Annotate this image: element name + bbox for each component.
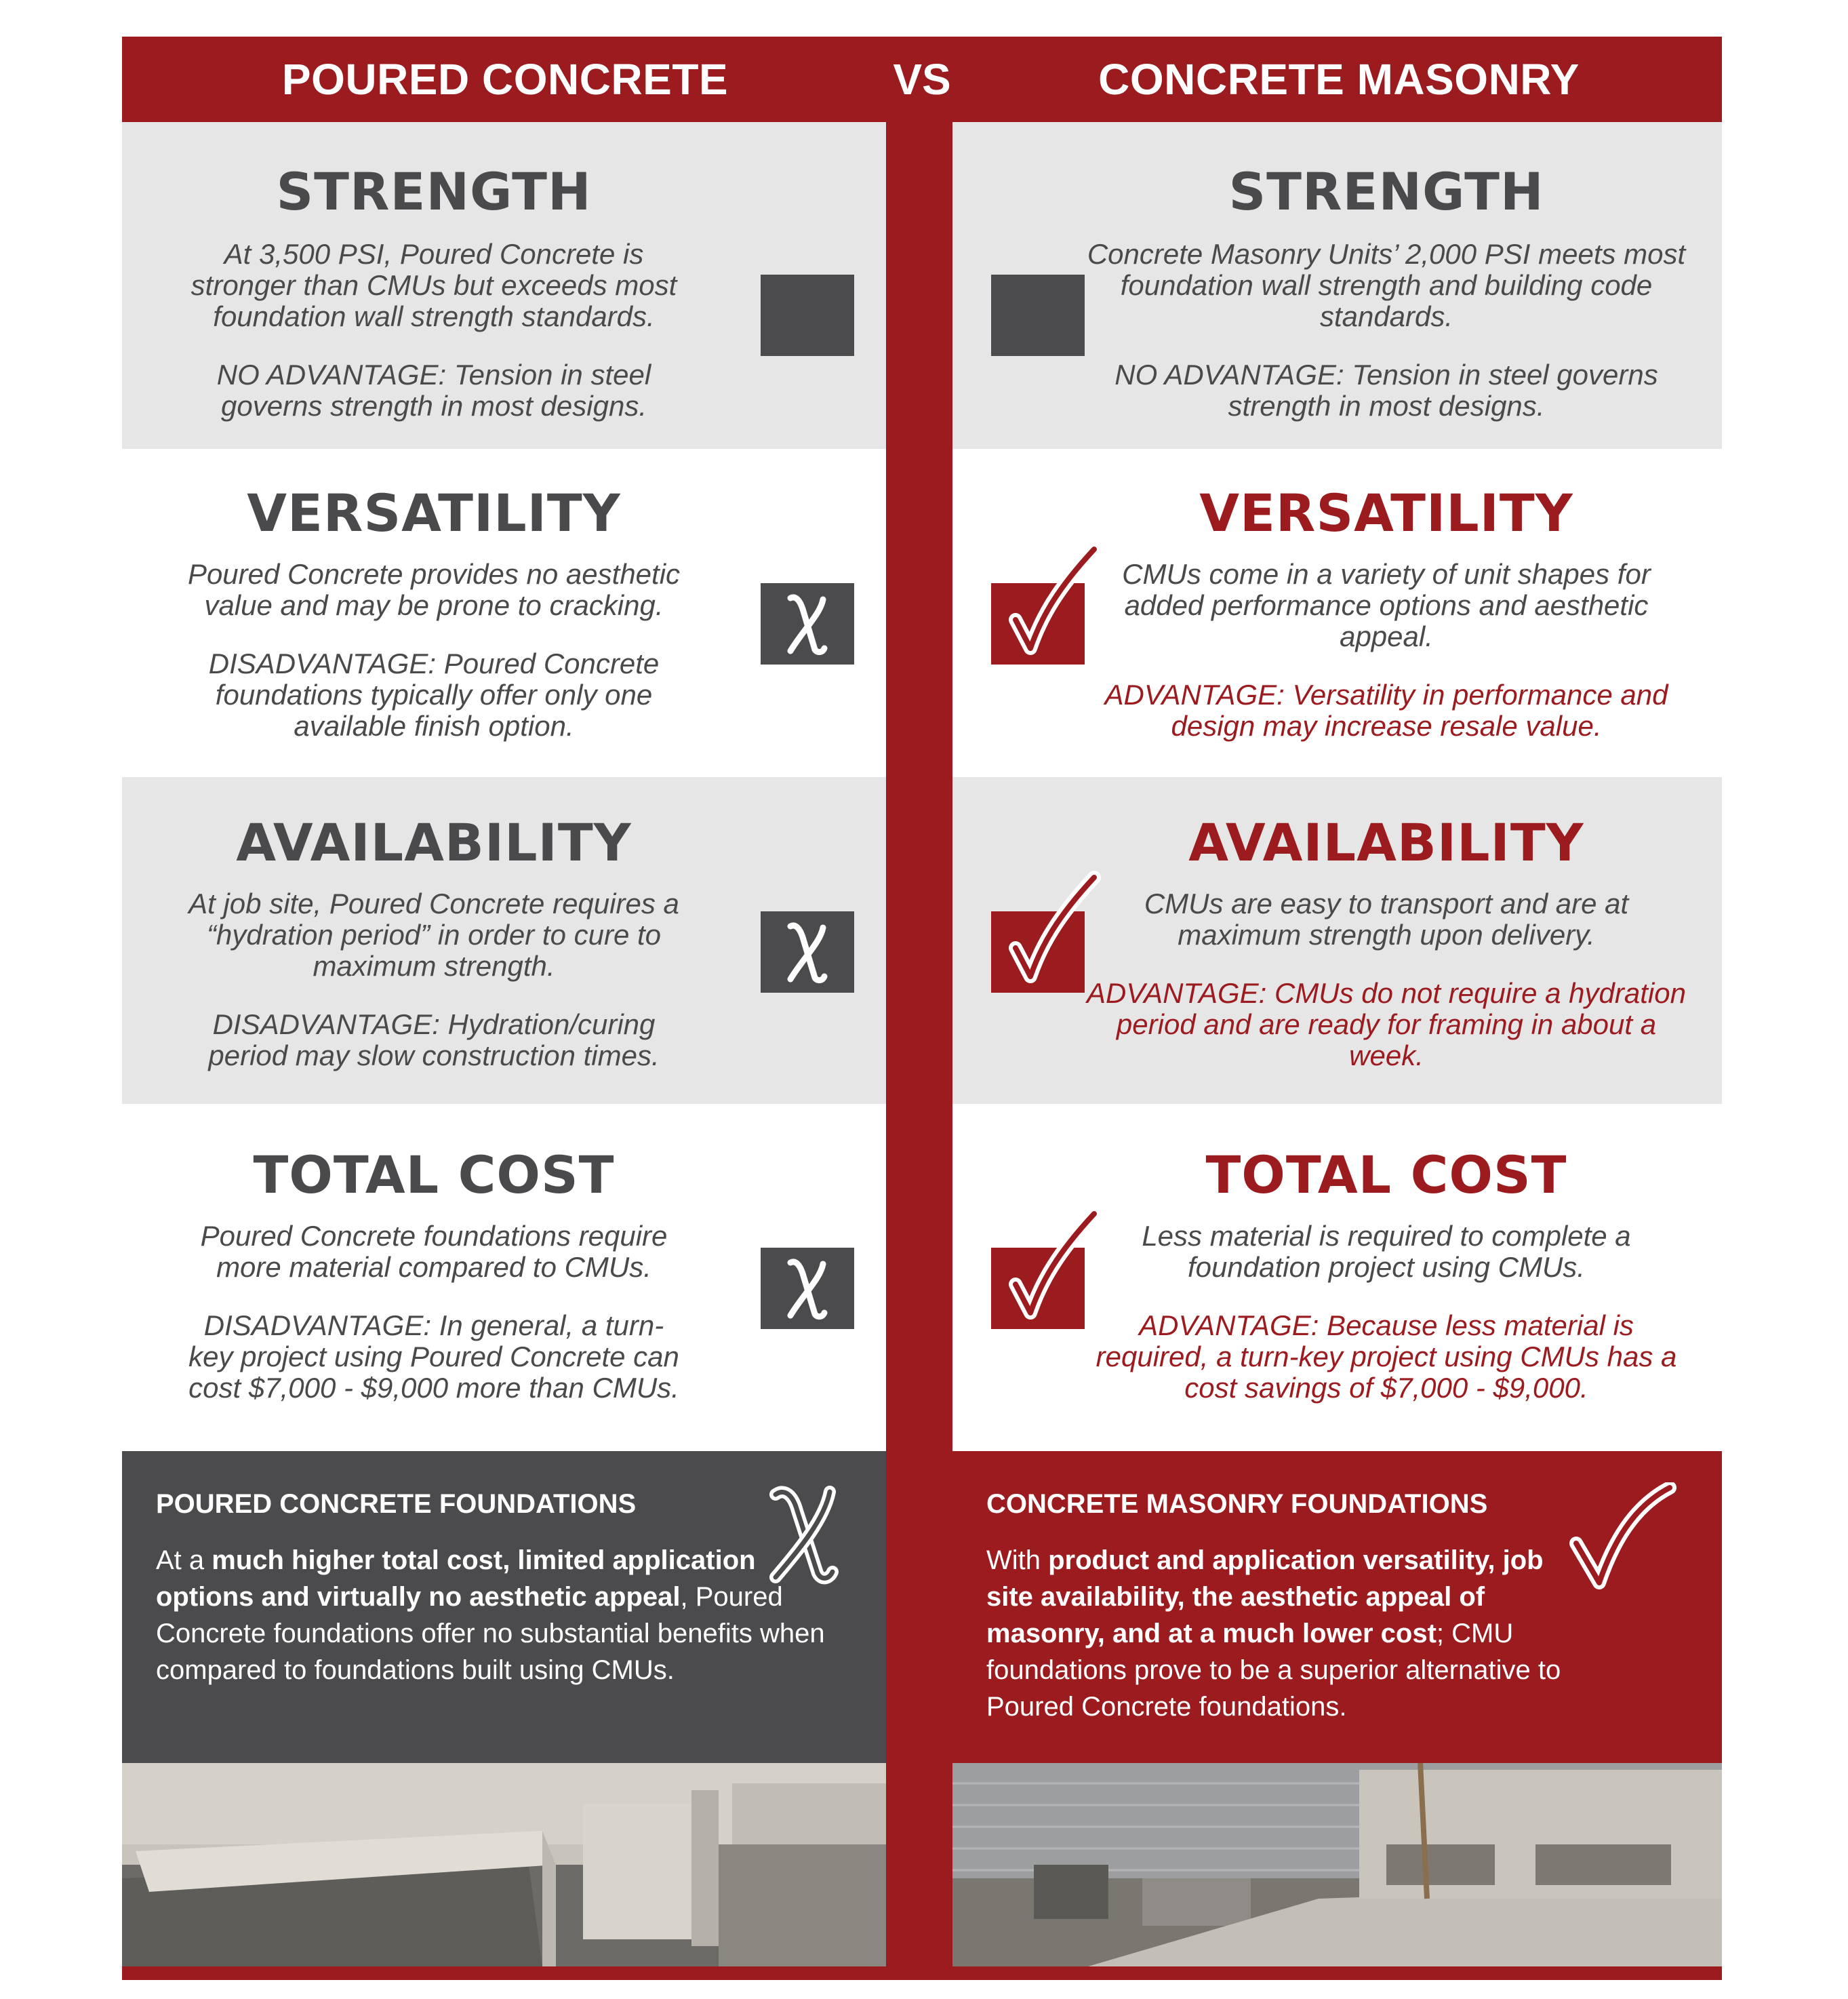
right-versatility-panel [952,449,1722,777]
header [122,37,1722,122]
right-availability-body: CMUs are easy to transport and are at maximum strength upon delivery. [1144,888,1629,951]
masonry-summary-rest: ; CMU foundations prove to be a superior alternative to Poured Concrete foundations. [986,1619,1561,1722]
check-mark-icon [991,1248,1085,1329]
left-availability-text [183,888,685,1099]
x-mark-icon [761,583,854,665]
concrete-masonry-summary [952,1451,1722,1763]
left-availability-verdict: DISADVANTAGE: Hydration/curing period may slow construction times. [208,1008,660,1071]
right-total-cost-title: TOTAL COST [1205,1145,1567,1205]
masonry-summary-text [986,1542,1583,1725]
poured-summary-text [156,1542,847,1688]
check-mark-icon [1563,1482,1678,1594]
right-versatility-verdict: ADVANTAGE: Versatility in performance and design may increase resale value. [1104,679,1668,742]
x-mark-icon [759,1484,847,1589]
left-versatility-body: Poured Concrete provides no aesthetic value and may be prone to cracking. [187,558,681,621]
check-mark-icon [991,583,1085,665]
x-mark-icon [761,911,854,993]
masonry-summary-title: CONCRETE MASONRY FOUNDATIONS [986,1489,1488,1519]
right-strength-text [1081,239,1691,449]
right-versatility-title: VERSATILITY [1199,483,1573,543]
masonry-summary-bold: product and application versatility, job site availability, the aesthetic appeal of masonry, and at a much lower cost [986,1545,1544,1648]
right-availability-title: AVAILABILITY [1188,812,1584,873]
left-versatility-title: VERSATILITY [247,483,621,543]
left-total-cost-panel [122,1104,886,1451]
concrete-masonry-photo [952,1763,1722,1966]
left-versatility-panel [122,449,886,777]
neutral-square-icon [991,275,1085,356]
right-total-cost-verdict: ADVANTAGE: Because less material is required, a turn-key project using CMUs has a cost savings of $7,000 - $9,000. [1096,1309,1677,1404]
left-strength-title: STRENGTH [276,161,592,222]
left-availability-body: At job site, Poured Concrete requires a “hydration period” in order to cure to maximum strength. [188,888,679,982]
right-strength-body: Concrete Masonry Units’ 2,000 PSI meets most foundation wall strength and building code standards. [1087,238,1686,332]
poured-summary-bold: much higher total cost, limited application options and virtually no aesthetic appeal [156,1545,756,1612]
neutral-square-icon [761,275,854,356]
header-right-title: CONCRETE MASONRY [1098,55,1580,104]
x-mark-icon [761,1248,854,1329]
poured-summary-rest: , Poured Concrete foundations offer no substantial benefits when compared to foundations built using CMUs. [156,1582,825,1685]
left-availability-panel [122,777,886,1104]
right-strength-verdict: NO ADVANTAGE: Tension in steel governs strength in most designs. [1114,359,1658,422]
left-strength-panel [122,122,886,449]
poured-summary-title: POURED CONCRETE FOUNDATIONS [156,1489,637,1519]
left-strength-text [183,239,685,449]
left-total-cost-text [183,1221,685,1431]
right-strength-panel [952,122,1722,449]
right-availability-text [1081,888,1691,1099]
header-vs: VS [893,55,951,104]
right-availability-verdict: ADVANTAGE: CMUs do not require a hydration period and are ready for framing in about a week. [1087,977,1686,1071]
right-strength-title: STRENGTH [1228,161,1544,222]
right-total-cost-body: Less material is required to complete a foundation project using CMUs. [1142,1220,1631,1283]
masonry-summary-lead: With [986,1545,1049,1575]
left-total-cost-body: Poured Concrete foundations require more material compared to CMUs. [200,1220,668,1283]
left-availability-title: AVAILABILITY [236,812,632,873]
left-versatility-text [183,559,685,769]
poured-concrete-photo [122,1763,886,1966]
left-total-cost-verdict: DISADVANTAGE: In general, a turn-key project using Poured Concrete can cost $7,000 - $9,000 more than CMUs. [188,1309,679,1404]
right-versatility-text [1081,559,1691,769]
left-versatility-verdict: DISADVANTAGE: Poured Concrete foundations typically offer only one available finish option. [208,648,660,742]
poured-concrete-summary [122,1451,886,1763]
poured-summary-lead: At a [156,1545,212,1575]
left-total-cost-title: TOTAL COST [253,1145,615,1205]
right-versatility-body: CMUs come in a variety of unit shapes for added performance options and aesthetic appeal. [1122,558,1651,652]
check-mark-icon [991,911,1085,993]
header-left-title: POURED CONCRETE [281,55,729,104]
left-strength-verdict: NO ADVANTAGE: Tension in steel governs strength in most designs. [216,359,651,422]
right-total-cost-panel [952,1104,1722,1451]
left-strength-body: At 3,500 PSI, Poured Concrete is stronger than CMUs but exceeds most foundation wall strength standards. [190,238,677,332]
right-total-cost-text [1081,1221,1691,1431]
right-availability-panel [952,777,1722,1104]
